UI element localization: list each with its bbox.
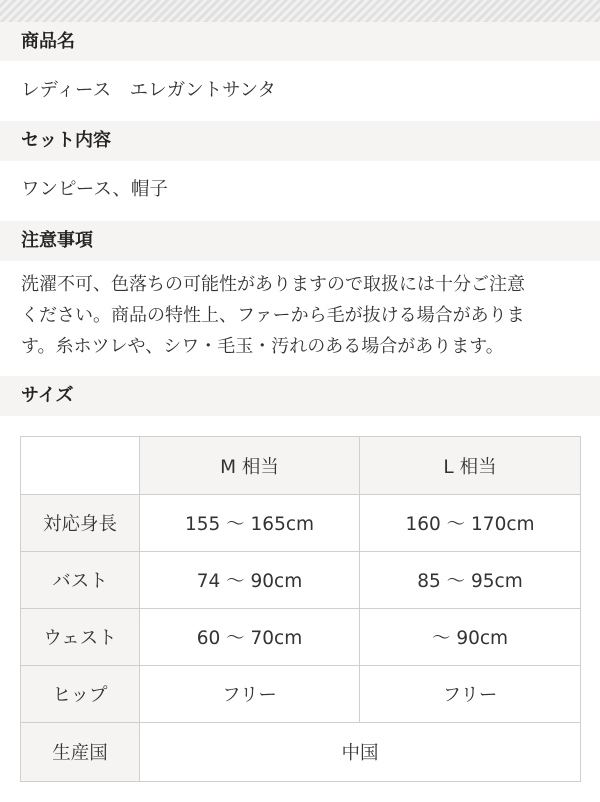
- section-heading-size: サイズ: [0, 376, 600, 416]
- section-heading-notes: 注意事項: [0, 221, 600, 261]
- cell-m-bust: 74 〜 90cm: [140, 552, 360, 609]
- table-row: [21, 552, 581, 609]
- table-corner-cell: [21, 437, 140, 495]
- table-row: [21, 666, 581, 723]
- notes-line: ください。商品の特性上、ファーから毛が抜ける場合がありま: [21, 305, 525, 326]
- size-table: [20, 436, 581, 782]
- row-label-height: 対応身長: [21, 495, 140, 552]
- table-row: [21, 723, 581, 782]
- cell-l-bust: 85 〜 95cm: [360, 552, 581, 609]
- table-header-row: [21, 437, 581, 495]
- decorative-stripe-bar: [0, 0, 600, 22]
- row-label-bust: バスト: [21, 552, 140, 609]
- column-header-l: L 相当: [360, 437, 581, 495]
- row-label-origin: 生産国: [21, 723, 140, 782]
- row-label-hip: ヒップ: [21, 666, 140, 723]
- cell-l-waist: 〜 90cm: [360, 609, 581, 666]
- table-row: [21, 495, 581, 552]
- cell-l-hip: フリー: [360, 666, 581, 723]
- set-contents-value: ワンピース、帽子: [21, 179, 168, 200]
- cell-m-waist: 60 〜 70cm: [140, 609, 360, 666]
- table-row: [21, 609, 581, 666]
- column-header-m: M 相当: [140, 437, 360, 495]
- notes-paragraph: [21, 269, 587, 362]
- cell-m-hip: フリー: [140, 666, 360, 723]
- cell-l-height: 160 〜 170cm: [360, 495, 581, 552]
- cell-m-height: 155 〜 165cm: [140, 495, 360, 552]
- notes-line: 洗濯不可、色落ちの可能性がありますので取扱には十分ご注意: [21, 274, 525, 295]
- notes-line: す。糸ホツレや、シワ・毛玉・汚れのある場合があります。: [21, 336, 504, 357]
- section-heading-set-contents: セット内容: [0, 121, 600, 161]
- section-heading-product-name: 商品名: [0, 22, 600, 61]
- product-name-value: レディース エレガントサンタ: [21, 80, 276, 101]
- row-label-waist: ウェスト: [21, 609, 140, 666]
- cell-origin: 中国: [140, 723, 581, 782]
